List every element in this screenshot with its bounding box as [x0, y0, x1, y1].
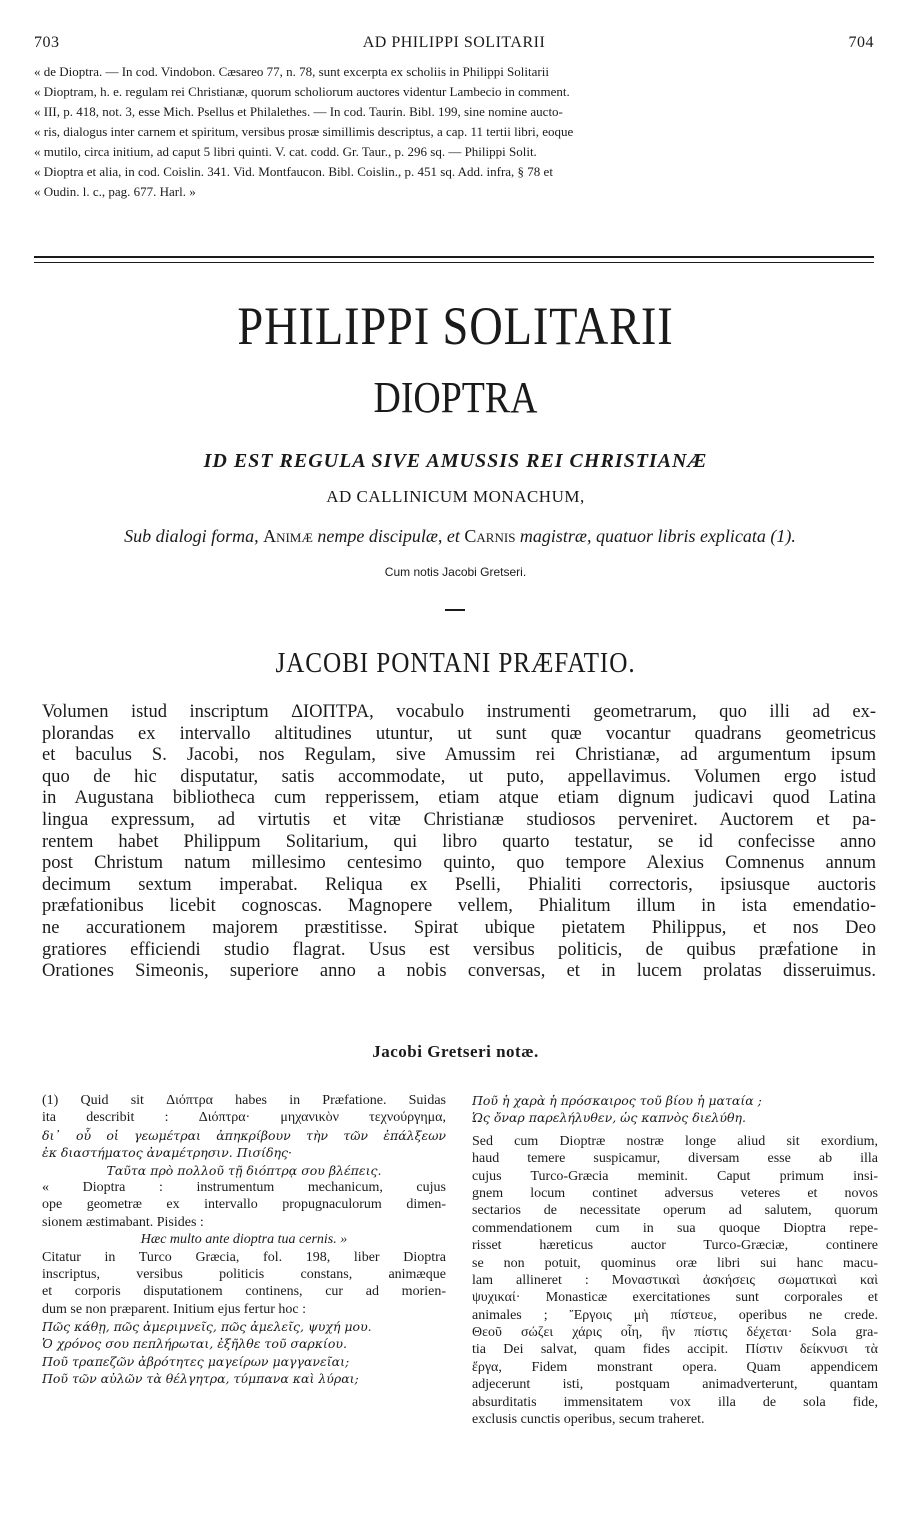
work-title: PHILIPPI SOLITARII	[237, 296, 674, 356]
note-line: ἐκ διαστήματος ἀναμέτρησιν. Πισίδης·	[42, 1145, 292, 1161]
note-line: Ποῦ ἡ χαρὰ ἡ πρόσκαιρος τοῦ βίου ἡ ματαία ;	[472, 1093, 762, 1108]
note-line: (1) Quid sit Διόπτρα habes in Præfatione. Suidas	[42, 1093, 446, 1108]
note-line: tia Dei salvat, quam fides accipit. Πίστιν δείκνυσι τὰ	[472, 1342, 878, 1358]
note-line: adjecerunt isti, postquam animadverterunt, quantam	[472, 1377, 878, 1393]
running-title: AD PHILIPPI SOLITARII	[362, 34, 546, 51]
work-subtitle: DIOPTRA	[373, 373, 538, 422]
title-line-1: ID EST REGULA SIVE AMUSSIS REI CHRISTIANÆ	[203, 450, 708, 472]
note-line: Ταῦτα πρὸ πολλοῦ τῇ διόπτρᾳ σου βλέπεις.	[106, 1162, 382, 1178]
footnote-line: « Oudin. l. c., pag. 677. Harl. »	[34, 184, 196, 199]
footnote-line: « III, p. 418, not. 3, esse Mich. Psellus et Philalethes. — In cod. Taurin. Bibl. 199, sine nomine aucto-	[34, 104, 563, 119]
note-line: sionem æstimabant. Pisides :	[42, 1214, 204, 1230]
footnote-line: « ris, dialogus inter carnem et spiritum, versibus prosæ simillimis descriptus, a cap. 11 tertii libri, eoque	[34, 124, 574, 139]
short-divider	[445, 609, 465, 611]
note-line: et corporis disputationem continens, cur ad morien-	[42, 1284, 446, 1300]
note-line: risset hæreticus auctor Turco-Græciæ, continere	[472, 1238, 878, 1254]
note-line: Πῶς κάθῃ, πῶς ἀμεριμνεῖς, πῶς ἀμελεῖς, ψυχή μου.	[42, 1319, 372, 1335]
note-line: Ποῦ τραπεζῶν ἀβρότητες μαγείρων μαγγανεῖαι;	[42, 1353, 350, 1369]
section-divider	[34, 256, 874, 263]
note-line: Hæc multo ante dioptra tua cernis. »	[140, 1232, 348, 1248]
title-line-3-part: Carnis	[464, 526, 516, 546]
title-line-3-part: magistræ, quatuor libris explicata (1).	[515, 526, 796, 546]
footnote-line: « de Dioptra. — In cod. Vindobon. Cæsareo 77, n. 78, sunt excerpta ex scholiis in Philippi Solitarii	[34, 64, 549, 79]
note-line: Sed cum Dioptræ nostræ longe aliud sit exordium,	[472, 1133, 878, 1149]
preface-line: in Augustana bibliotheca cum repperissem, etiam atque etiam dignum judicavi quod Latina	[42, 788, 876, 809]
preface-line: Volumen istud inscriptum ΔΙΟΠΤΡΑ, vocabulo instrumenti geometrarum, quo illi ad ex-	[42, 702, 876, 722]
page-number-right: 704	[848, 34, 874, 51]
top-footnote-block	[34, 62, 874, 202]
preface-line: plorandas ex intervallo altitudines utuntur, ut sunt quæ vocantur quadrans geometricus	[42, 723, 876, 744]
preface-line: rentem habet Philippum Solitarium, qui libro quarto testatur, se id confecisse anno	[42, 831, 876, 852]
note-line: gnem locum continet adversus veteres et novos	[472, 1185, 878, 1201]
note-line: absurditatis immensitatem vox illa de sola fide,	[472, 1394, 878, 1410]
note-line: se non potuit, quominus oræ libri sui hanc macu-	[472, 1255, 878, 1271]
title-line-3-part: Sub dialogi forma,	[124, 526, 264, 546]
preface-line: post Christum natum millesimo centesimo quinto, quo tempore Alexius Comnenus annum	[42, 853, 876, 874]
preface-line: Orationes Simeonis, superiore anno a nobis conversas, et in lucem prolatas disseruimus.	[42, 961, 876, 982]
notes-heading: Jacobi Gretseri notæ.	[372, 1042, 539, 1061]
note-line: inscriptus, versibus politicis constans, animæque	[42, 1266, 446, 1282]
note-line: commendationem cum in sua quoque Dioptra repe-	[472, 1220, 878, 1236]
note-line: sectarios de necessitate operum ad salutem, quorum	[472, 1203, 878, 1219]
preface-line: præfationibus licebit cognoscas. Magnopere vellem, Phialitum illum in ista emendatio-	[42, 896, 876, 917]
note-line: ἔργα, Fidem monstrant opera. Quam appendicem	[472, 1359, 878, 1375]
page-number-left: 703	[34, 34, 60, 51]
preface-line: ne accurationem majorem præstitisse. Spirat ubique pietatem Philippus, et nos Deo	[42, 917, 876, 938]
note-line: Ὡς ὄναρ παρελήλυθεν, ὡς καπνὸς διελύθη.	[472, 1110, 746, 1126]
note-line: Θεοῦ σώζει χάρις οἶη, ἣν πίστις δέχεται· Sola gra-	[472, 1325, 878, 1341]
note-line: « Dioptra : instrumentum mechanicum, cujus	[42, 1179, 446, 1195]
note-line: ψυχικαί· Monasticæ exercitationes sunt corporales et	[472, 1290, 878, 1306]
note-line: δι᾽ οὗ οἱ γεωμέτραι ἀπηκρίβουν τὴν τῶν ἐπάλξεων	[42, 1127, 446, 1143]
footnote-line: « Dioptram, h. e. regulam rei Christianæ, quorum scholiorum auctores videntur Lambecio in comment.	[34, 84, 570, 99]
footnote-line: « Dioptra et alia, in cod. Coislin. 341. Vid. Montfaucon. Bibl. Coislin., p. 451 sq. Add. infra, § 78 et	[34, 164, 553, 179]
note-line: animales ; Ἔργοις μὴ πίστευε, operibus ne crede.	[472, 1307, 878, 1323]
note-line: Citatur in Turco Græcia, fol. 198, liber Dioptra	[42, 1249, 446, 1265]
running-head	[34, 34, 874, 54]
note-line: dum se non præparent. Initium ejus fertur hoc :	[42, 1301, 306, 1317]
note-line: cujus Turco-Græcia meminit. Caput primum insi-	[472, 1168, 878, 1184]
preface-line: lingua expressum, ad virtutis et vitæ Christianæ studiosos perveniret. Auctorem et pa-	[42, 809, 876, 830]
preface-body	[42, 702, 876, 983]
title-line-2: AD CALLINICUM MONACHUM,	[326, 487, 585, 506]
note-line: lam allineret : Μοναστικαὶ ἀσκήσεις σωματικαὶ καὶ	[472, 1272, 878, 1288]
title-line-4: Cum notis Jacobi Gretseri.	[384, 565, 527, 579]
footnote-line: « mutilo, circa initium, ad caput 5 libri quinti. V. cat. codd. Gr. Taur., p. 296 sq. — Philippi Solit.	[34, 144, 537, 159]
note-line: exclusis cunctis operibus, secum traheret.	[472, 1412, 705, 1428]
title-line-3-part: Animæ	[263, 526, 313, 546]
notes-column-right	[472, 1092, 878, 1428]
note-line: Ὁ χρόνος σου πεπλήρωται, ἐξῆλθε τοῦ σαρκίου.	[42, 1336, 347, 1352]
title-line-3	[40, 526, 880, 547]
preface-line: quo de hic disputatur, satis accommodate, ut puto, appellavimus. Volumen ergo istud	[42, 766, 876, 787]
title-line-3-part: nempe discipulæ, et	[312, 526, 465, 546]
notes-column-left	[42, 1092, 446, 1388]
note-line: Ποῦ τῶν αὐλῶν τὰ θέλγητρα, τύμπανα καὶ λύραι;	[42, 1371, 359, 1387]
note-line: haud temere suspicamur, diversam esse ab illa	[472, 1151, 878, 1167]
preface-heading: JACOBI PONTANI PRÆFATIO.	[275, 648, 636, 679]
preface-line: gratiores efficiendi studio flagrat. Usus est versibus politicis, de quibus præfatione in	[42, 939, 876, 960]
preface-line: et baculus S. Jacobi, nos Regulam, sive Amussim rei Christianæ, ad argumentum ipsum	[42, 745, 876, 766]
note-line: ope geometræ ex intervallo propugnaculorum dimen-	[42, 1197, 446, 1213]
preface-line: decimum sextum imperabat. Reliqua ex Pselli, Phialiti correctoris, ipsiusque auctoris	[42, 874, 876, 895]
note-line: ita describit : Διόπτρα· μηχανικὸν τεχνούργημα,	[42, 1110, 446, 1126]
